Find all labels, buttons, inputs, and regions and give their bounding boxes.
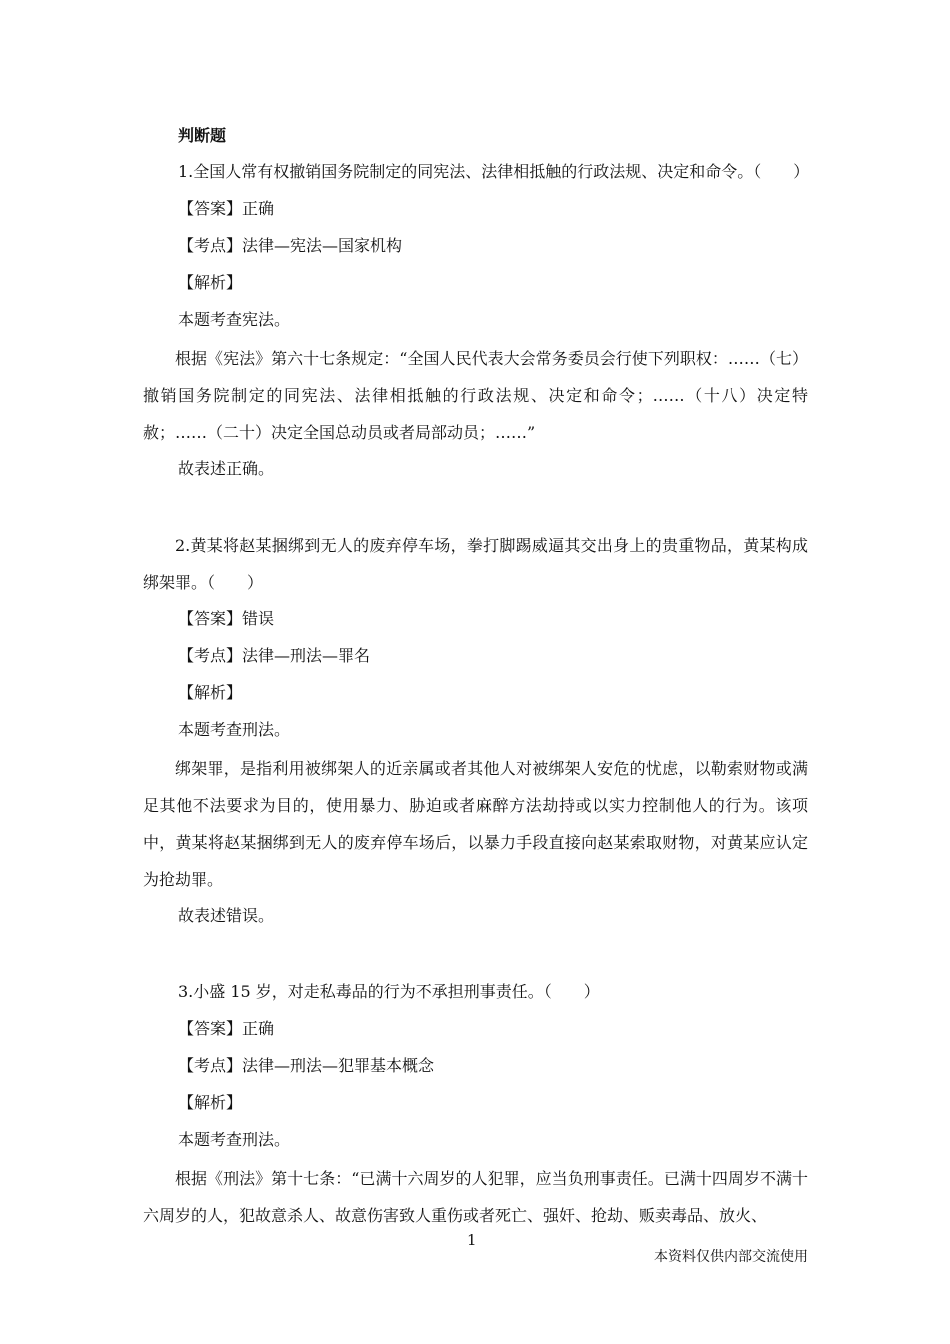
question-1-point: 【考点】法律—宪法—国家机构: [178, 236, 403, 255]
question-3-stem: 3.小盛 15 岁，对走私毒品的行为不承担刑事责任。（ ）: [178, 982, 600, 1001]
question-1-analysis-label: 【解析】: [178, 273, 243, 292]
question-1-conclusion: 故表述正确。: [178, 459, 275, 478]
footer-note: 本资料仅供内部交流使用: [654, 1249, 808, 1265]
question-1-body: 根据《宪法》第六十七条规定：“全国人民代表大会常务委员会行使下列职权：……（七）撤销国务院制定的同宪法、法律相抵触的行政法规、决定和命令；……（十八）决定特赦；……（二十）决定全国总动员或者局部动员；……”: [143, 349, 808, 442]
question-2-answer: 【答案】错误: [178, 609, 275, 628]
question-2-conclusion: 故表述错误。: [178, 906, 275, 925]
question-2-analysis-label: 【解析】: [178, 683, 243, 702]
question-3-intro: 本题考查刑法。: [178, 1130, 291, 1149]
question-2-body: 绑架罪，是指利用被绑架人的近亲属或者其他人对被绑架人安危的忧虑，以勒索财物或满足其他不法要求为目的，使用暴力、胁迫或者麻醉方法劫持或以实力控制他人的行为。该项中，黄某将赵某捆绑到无人的废弃停车场后，以暴力手段直接向赵某索取财物，对黄某应认定为抢劫罪。: [143, 759, 808, 889]
question-1-stem: 1.全国人常有权撤销国务院制定的同宪法、法律相抵触的行政法规、决定和命令。（ ）: [178, 162, 810, 181]
question-3-point: 【考点】法律—刑法—犯罪基本概念: [178, 1056, 435, 1075]
section-heading: 判断题: [178, 126, 227, 145]
question-2-point: 【考点】法律—刑法—罪名: [178, 646, 371, 665]
question-3-analysis-label: 【解析】: [178, 1093, 243, 1112]
question-1-answer: 【答案】正确: [178, 199, 275, 218]
question-2-stem: 2.黄某将赵某捆绑到无人的废弃停车场，拳打脚踢威逼其交出身上的贵重物品，黄某构成绑架罪。（ ）: [143, 536, 808, 592]
page-number: 1: [467, 1231, 477, 1249]
question-1-intro: 本题考查宪法。: [178, 310, 291, 329]
question-2-intro: 本题考查刑法。: [178, 720, 291, 739]
question-3-answer: 【答案】正确: [178, 1019, 275, 1038]
question-3-body: 根据《刑法》第十七条：“已满十六周岁的人犯罪，应当负刑事责任。已满十四周岁不满十六周岁的人，犯故意杀人、故意伤害致人重伤或者死亡、强奸、抢劫、贩卖毒品、放火、: [143, 1169, 808, 1225]
